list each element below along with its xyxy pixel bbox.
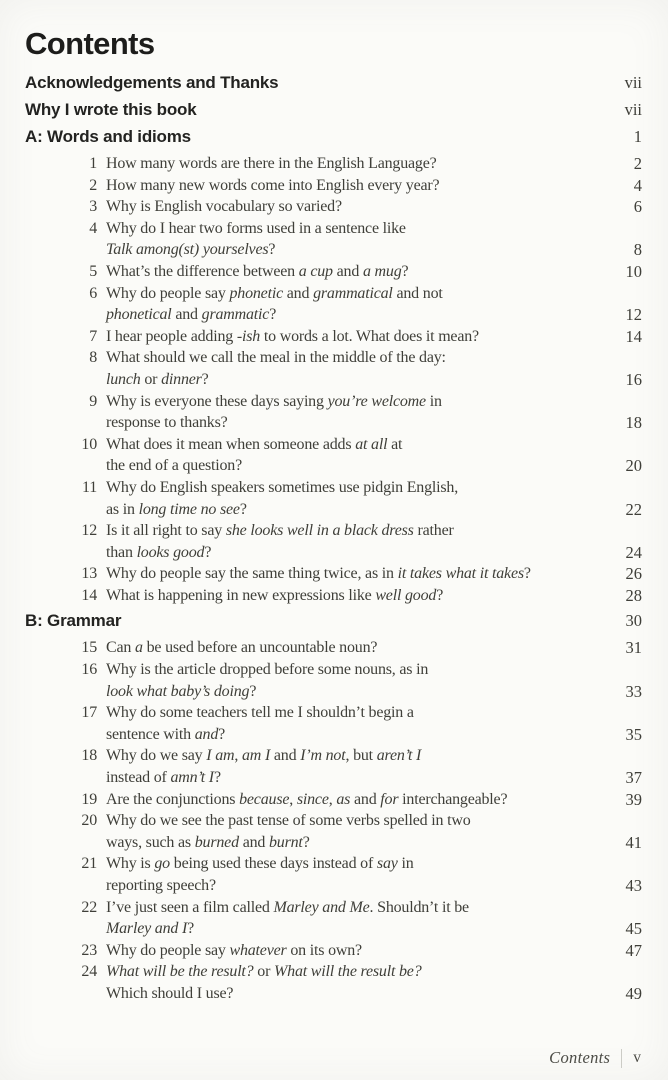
heading-label: Acknowledgements and Thanks <box>25 73 279 92</box>
toc-item <box>25 961 642 1004</box>
item-text: Why do people say the same thing twice, as in it takes what it takes? <box>106 565 531 583</box>
item-text: Why is go being used these days instead of say in reporting speech? <box>106 855 414 894</box>
toc-item <box>25 153 642 175</box>
page-number: 22 <box>625 499 642 519</box>
page-number: 10 <box>625 261 642 281</box>
page-number: 45 <box>625 919 642 939</box>
toc-item <box>25 218 642 261</box>
item-number: 12 <box>81 522 97 540</box>
footer-section-label: Contents <box>549 1048 611 1067</box>
item-number: 22 <box>81 898 97 916</box>
page-number: 41 <box>625 832 642 852</box>
item-number: 24 <box>81 963 97 981</box>
item-text: Can a be used before an uncountable noun? <box>106 639 378 657</box>
item-number: 7 <box>89 327 97 345</box>
toc-item <box>25 520 642 563</box>
item-number: 3 <box>89 198 97 216</box>
page-number: 33 <box>625 681 642 701</box>
heading-label: Why I wrote this book <box>25 100 197 119</box>
item-text: Why do some teachers tell me I shouldn’t begin a sentence with and? <box>106 704 414 743</box>
page-number: 30 <box>625 611 642 631</box>
footer-page-number: v <box>633 1049 641 1066</box>
toc-item <box>25 261 642 283</box>
page-number: 31 <box>625 638 642 658</box>
toc-item <box>25 897 642 940</box>
heading-label: B: Grammar <box>25 611 122 631</box>
toc-heading-front-0 <box>25 72 642 94</box>
item-text: What should we call the meal in the middle of the day: lunch or dinner? <box>106 349 446 388</box>
toc-heading-front-1 <box>25 99 642 121</box>
item-text: Why do English speakers sometimes use pidgin English, as in long time no see? <box>106 478 459 518</box>
item-number: 9 <box>89 392 97 410</box>
item-text: Why is everyone these days saying you’re welcome in response to thanks? <box>106 392 442 432</box>
toc-item <box>25 347 642 390</box>
item-text: I’ve just seen a film called Marley and Me. Shouldn’t it be Marley and I? <box>106 898 469 938</box>
table-of-contents <box>25 72 642 1005</box>
page-number: 24 <box>625 542 642 562</box>
toc-item <box>25 702 642 745</box>
item-number: 16 <box>81 661 97 679</box>
item-number: 23 <box>81 941 97 959</box>
page-number: 4 <box>633 175 642 195</box>
item-number: 4 <box>89 219 97 237</box>
item-text: Why do people say phonetic and grammatical and not phonetical and grammatic? <box>106 284 443 324</box>
toc-item <box>25 659 642 702</box>
page-number: 18 <box>625 413 642 433</box>
item-text: Why do people say whatever on its own? <box>106 941 362 959</box>
item-text: Why do we say I am, am I and I’m not, but aren’t I instead of amn’t I? <box>106 747 422 787</box>
toc-item <box>25 326 642 348</box>
item-number: 13 <box>81 565 97 583</box>
heading-label: A: Words and idioms <box>25 127 191 146</box>
page-number: 2 <box>633 154 642 173</box>
page-number: 47 <box>625 940 642 960</box>
toc-item <box>25 196 642 218</box>
item-text: What is happening in new expressions like well good? <box>106 586 444 604</box>
page-number: vii <box>624 73 642 92</box>
item-text: How many words are there in the English Language? <box>106 155 437 172</box>
page-number: 14 <box>625 326 642 346</box>
page-number: 8 <box>633 240 642 260</box>
toc-item <box>25 283 642 326</box>
toc-item <box>25 563 642 585</box>
item-text: Why do I hear two forms used in a sentence like Talk among(st) yourselves? <box>106 219 406 259</box>
item-number: 21 <box>81 855 97 873</box>
item-number: 5 <box>89 262 97 280</box>
page-number: 39 <box>625 789 642 809</box>
item-number: 14 <box>81 586 97 604</box>
item-text: What will be the result? or What will the result be? Which should I use? <box>106 963 422 1002</box>
item-number: 15 <box>81 639 97 657</box>
page-number: 1 <box>633 127 642 146</box>
item-number: 19 <box>81 790 97 808</box>
item-text: Why do we see the past tense of some verbs spelled in two ways, such as burned and burnt? <box>106 812 471 851</box>
item-text: Is it all right to say she looks well in a black dress rather than looks good? <box>106 522 454 561</box>
page-number: 43 <box>625 876 642 895</box>
page-title: Contents <box>25 26 155 61</box>
item-number: 8 <box>89 349 97 367</box>
toc-item <box>25 391 642 434</box>
item-text: How many new words come into English every year? <box>106 176 440 194</box>
item-number: 18 <box>81 747 97 765</box>
item-text: I hear people adding -ish to words a lot. What does it mean? <box>106 327 479 345</box>
page-number: 6 <box>633 197 642 217</box>
item-number: 11 <box>81 478 97 496</box>
toc-heading-section-1 <box>25 610 642 632</box>
page-footer <box>549 1048 641 1068</box>
item-number: 17 <box>81 704 97 722</box>
toc-item <box>25 745 642 788</box>
toc-item <box>25 637 642 659</box>
page-number: vii <box>624 100 642 119</box>
toc-item <box>25 585 642 607</box>
toc-item <box>25 853 642 896</box>
page-number: 37 <box>625 768 642 788</box>
page-number: 12 <box>625 305 642 325</box>
item-text: Why is English vocabulary so varied? <box>106 198 342 216</box>
page-number: 26 <box>625 564 642 584</box>
page-number: 16 <box>625 369 642 389</box>
page-number: 28 <box>625 585 642 605</box>
item-text: Why is the article dropped before some nouns, as in look what baby’s doing? <box>106 661 429 700</box>
toc-item <box>25 175 642 197</box>
item-text: Are the conjunctions because, since, as and for interchangeable? <box>106 790 508 808</box>
toc-heading-section-0 <box>25 126 642 148</box>
item-number: 10 <box>81 435 97 453</box>
toc-item <box>25 477 642 520</box>
toc-item <box>25 940 642 962</box>
item-number: 2 <box>89 176 97 194</box>
item-text: What’s the difference between a cup and a mug? <box>106 262 409 280</box>
toc-item <box>25 434 642 477</box>
item-number: 1 <box>89 155 97 172</box>
item-number: 6 <box>89 284 97 302</box>
footer-divider <box>621 1049 622 1068</box>
page-number: 20 <box>625 456 642 476</box>
page-number: 49 <box>625 983 642 1003</box>
toc-item <box>25 789 642 811</box>
item-number: 20 <box>81 812 97 830</box>
page-number: 35 <box>625 724 642 744</box>
toc-item <box>25 810 642 853</box>
item-text: What does it mean when someone adds at all at the end of a question? <box>106 435 403 475</box>
